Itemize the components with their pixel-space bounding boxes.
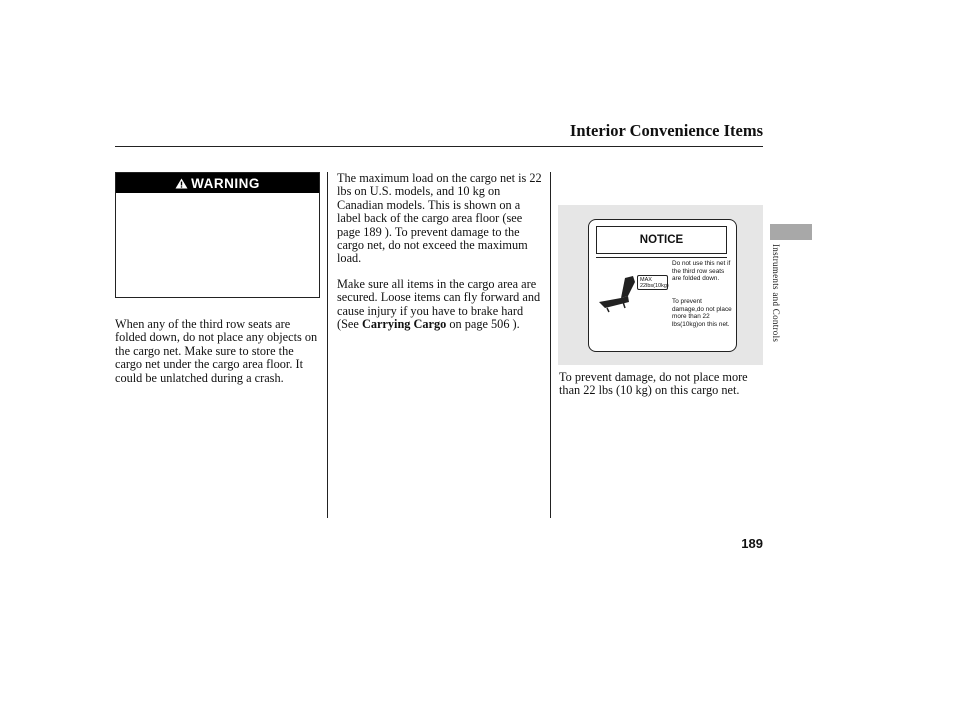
section-tab: [770, 224, 812, 240]
notice-heading: NOTICE: [596, 226, 727, 254]
col1-paragraph: When any of the third row seats are folded down, do not place any objects on the cargo net. Make sure to store the cargo net under the cargo area floor. It could be unlatched during a crash.: [115, 317, 318, 385]
col2-paragraph-1: The maximum load on the cargo net is 22 lbs on U.S. models, and 10 kg on Canadian models. This is shown on a label back of the cargo area floor (see page 189 ). To prevent damage to the cargo net, do not exceed the maximum load.: [337, 171, 542, 266]
warning-triangle-icon: [175, 178, 188, 189]
notice-text-1: Do not use this net if the third row seats are folded down.: [672, 260, 731, 283]
column-divider-1: [327, 172, 328, 518]
seat-icon: [595, 272, 641, 316]
column-divider-2: [550, 172, 551, 518]
notice-label-card: [588, 219, 737, 352]
section-label: Instruments and Controls: [771, 244, 781, 343]
notice-rule: [596, 257, 727, 258]
carrying-cargo-link: Carrying Cargo: [361, 317, 447, 332]
warning-box: [115, 172, 320, 298]
page-number: 189: [741, 536, 763, 551]
max-load-badge: [637, 275, 668, 290]
max-label: MAX: [640, 277, 652, 283]
col2-paragraph-2: [337, 278, 545, 332]
title-rule: [115, 146, 763, 147]
page-title: Interior Convenience Items: [569, 121, 763, 140]
figure-caption: To prevent damage, do not place more than 22 lbs (10 kg) on this cargo net.: [559, 370, 748, 398]
warning-label: WARNING: [191, 175, 260, 191]
notice-text-2: To prevent damage,do not place more than 22 lbs(10kg)on this net.: [672, 298, 732, 328]
warning-header: [116, 173, 319, 193]
col2-paragraph-2-end: on page 506 ).: [446, 317, 520, 332]
col2-paragraph-2-start: Make sure all items in the cargo area are secured. Loose items can fly forward and cause injury if you have to brake hard (See: [337, 277, 541, 332]
max-value: 22lbs(10kg): [640, 283, 669, 290]
